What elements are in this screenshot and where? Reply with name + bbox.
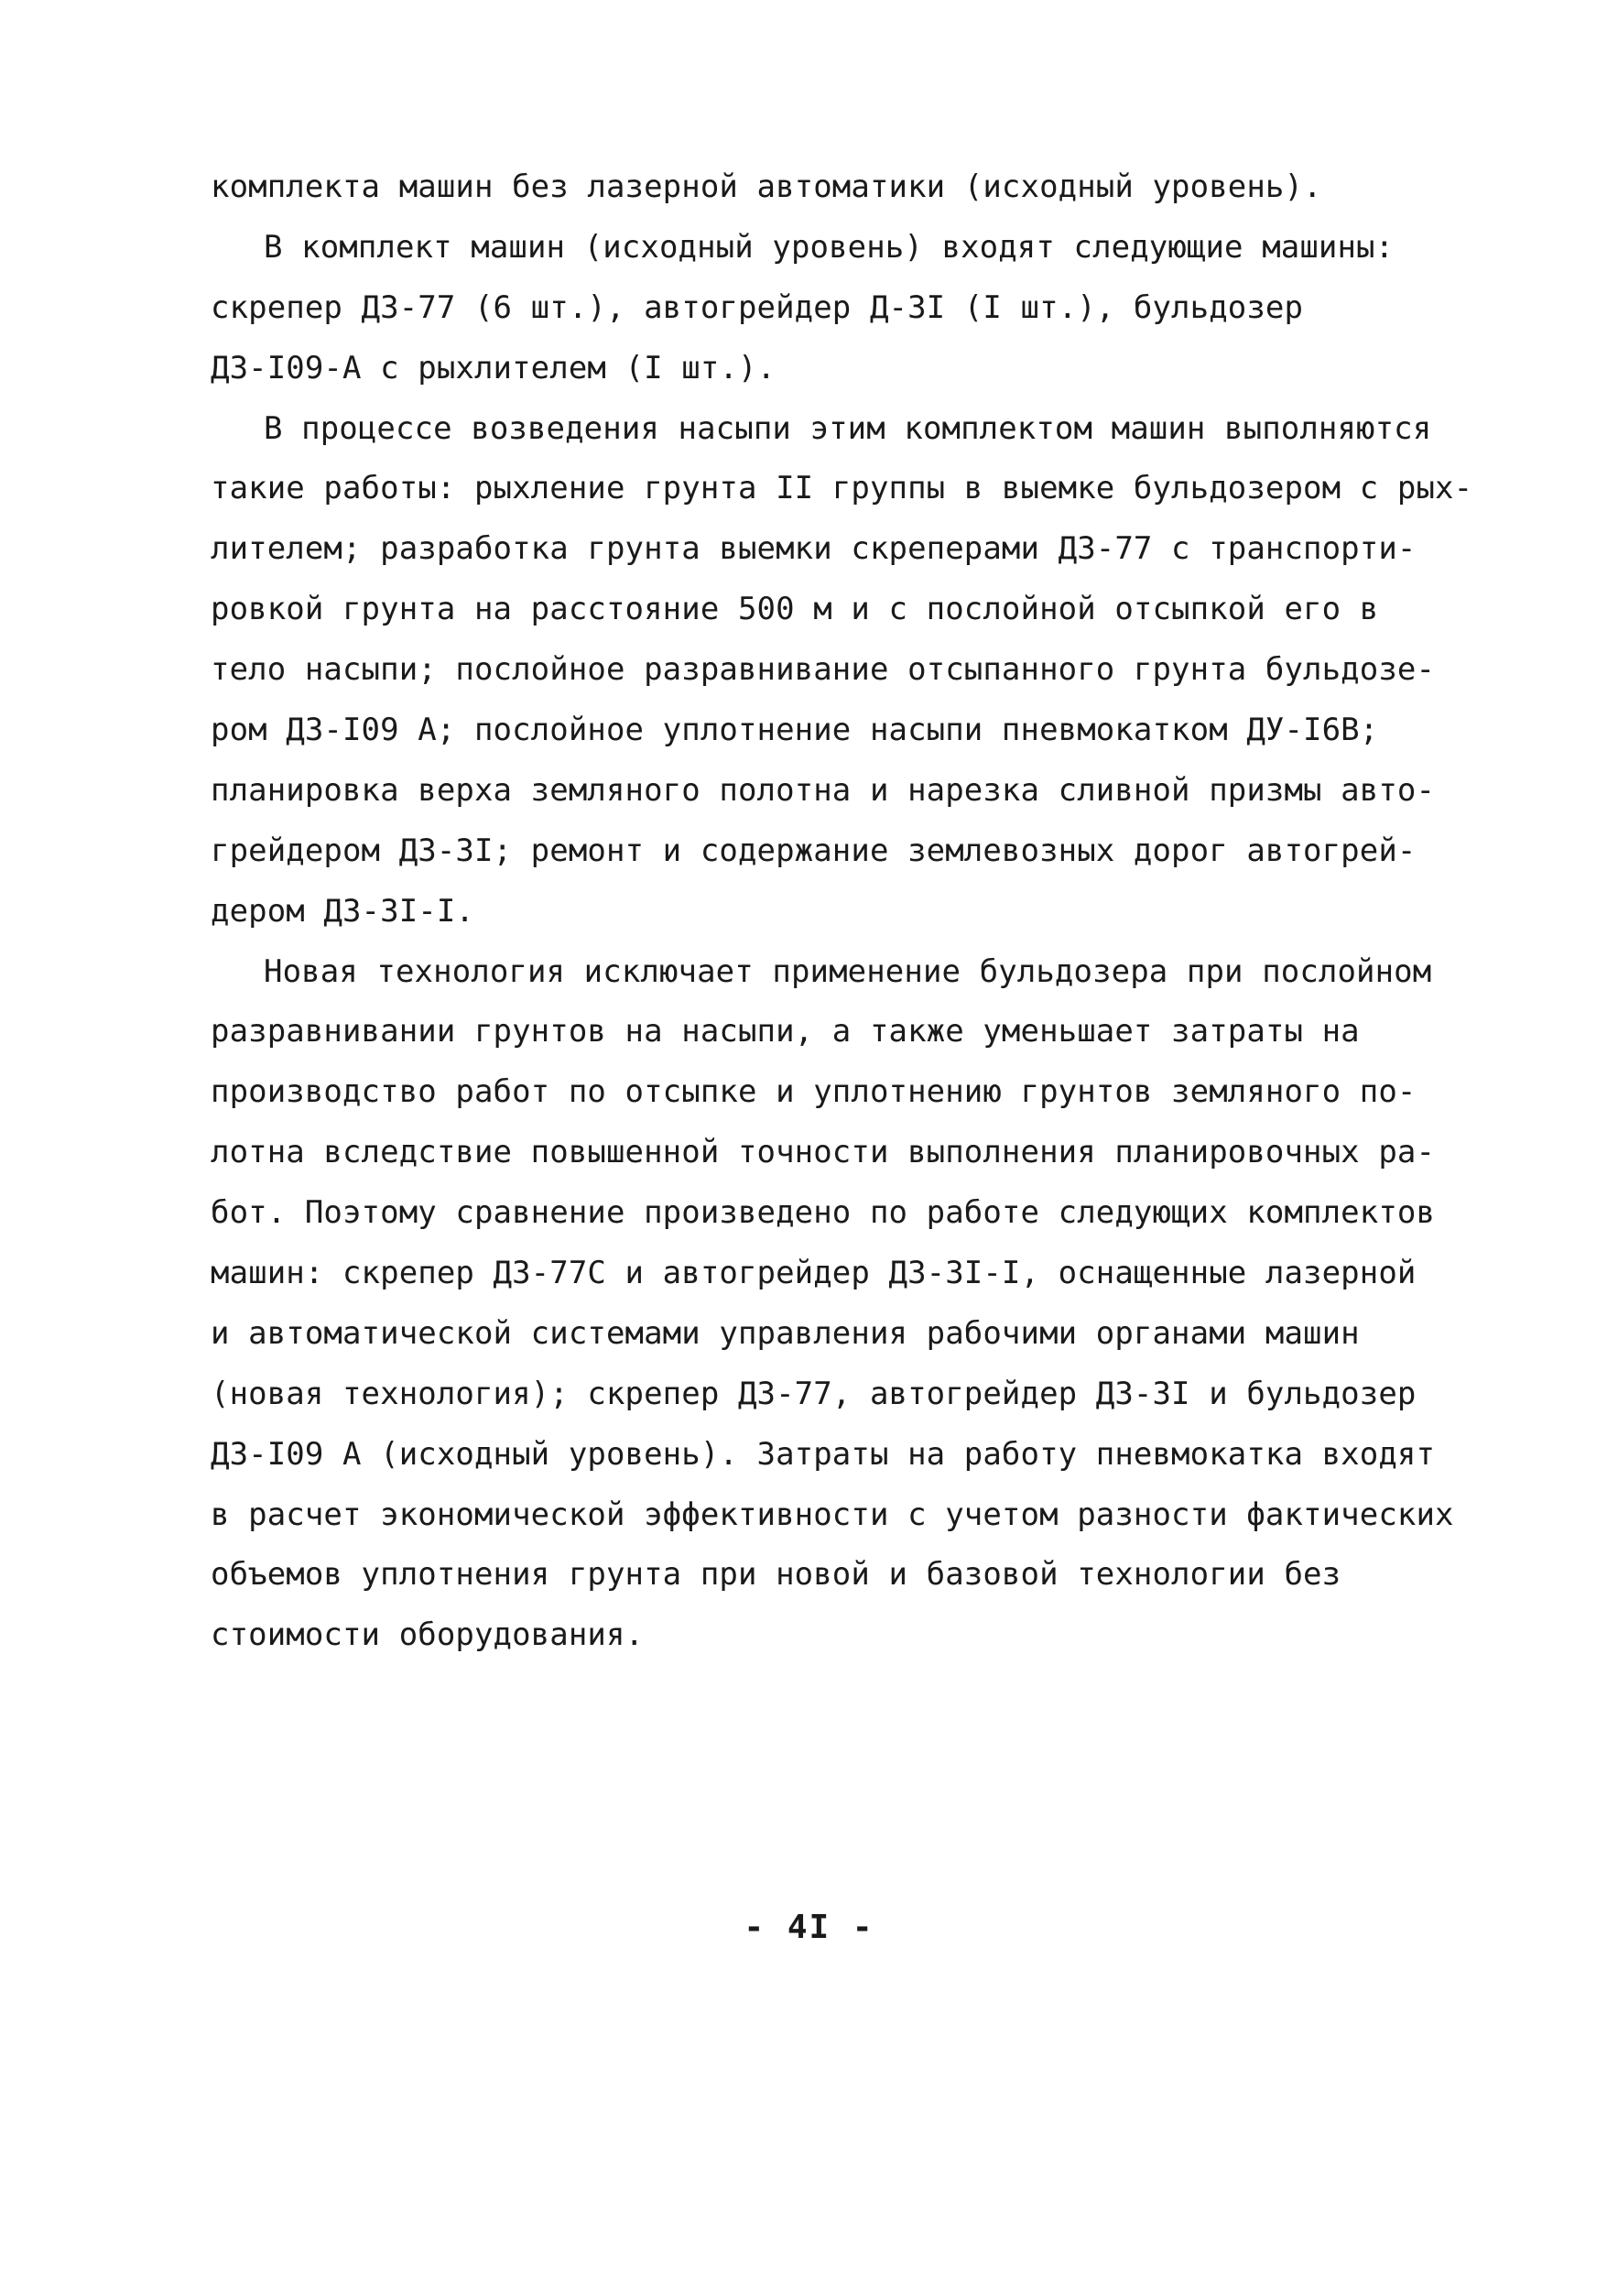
text-line: (новая технология); скрепер ДЗ-77, автогрейдер ДЗ-3I и бульдозер [211, 1375, 1417, 1412]
text-line: ДЗ-I09-А с рыхлителем (I шт.). [211, 349, 776, 386]
text-line: и автоматической системами управления рабочими органами машин [211, 1314, 1360, 1352]
text-line: стоимости оборудования. [211, 1616, 645, 1654]
text-line: ром ДЗ-I09 А; послойное уплотнение насыпи пневмокатком ДУ-I6В; [211, 712, 1379, 749]
text-line: такие работы: рыхление грунта II группы в выемке бульдозером с рых- [211, 470, 1473, 507]
text-line: комплекта машин без лазерной автоматики (исходный уровень). [211, 169, 1322, 205]
text-line: тело насыпи; послойное разравнивание отсыпанного грунта бульдозе- [211, 651, 1436, 689]
text-line: бот. Поэтому сравнение произведено по работе следующих комплектов [211, 1194, 1436, 1232]
text-line: планировка верха земляного полотна и нарезка сливной призмы авто- [211, 771, 1436, 809]
text-line: В процессе возведения насыпи этим комплектом машин выполняются [264, 409, 1432, 447]
text-line: скрепер ДЗ-77 (6 шт.), автогрейдер Д-3I (I шт.), бульдозер [211, 288, 1304, 326]
text-line: ровкой грунта на расстояние 500 м и с послойной отсыпкой его в [211, 591, 1379, 628]
page-number: - 4I - [744, 1909, 874, 1946]
text-line: производство работ по отсыпке и уплотнению грунтов земляного по- [211, 1073, 1417, 1111]
text-line: объемов уплотнения грунта при новой и базовой технологии без [211, 1556, 1341, 1594]
text-line: в расчет экономической эффективности с учетом разности фактических [211, 1496, 1454, 1533]
text-line: ДЗ-I09 А (исходный уровень). Затраты на работу пневмокатка входят [211, 1435, 1436, 1473]
text-line: грейдером ДЗ-3I; ремонт и содержание землевозных дорог автогрей- [211, 832, 1417, 869]
body-text [211, 158, 1473, 1666]
text-line: Новая технология исключает применение бульдозера при послойном [264, 952, 1432, 990]
text-line: лителем; разработка грунта выемки скреперами ДЗ-77 с транспорти- [211, 530, 1417, 568]
text-line: лотна вследствие повышенной точности выполнения планировочных ра- [211, 1134, 1436, 1171]
text-line: машин: скрепер ДЗ-77С и автогрейдер ДЗ-3I-I, оснащенные лазерной [211, 1255, 1417, 1292]
text-line: разравнивании грунтов на насыпи, а также уменьшает затраты на [211, 1013, 1360, 1050]
text-line: дером ДЗ-3I-I. [211, 892, 474, 930]
text-line: В комплект машин (исходный уровень) входят следующие машины: [264, 228, 1395, 266]
